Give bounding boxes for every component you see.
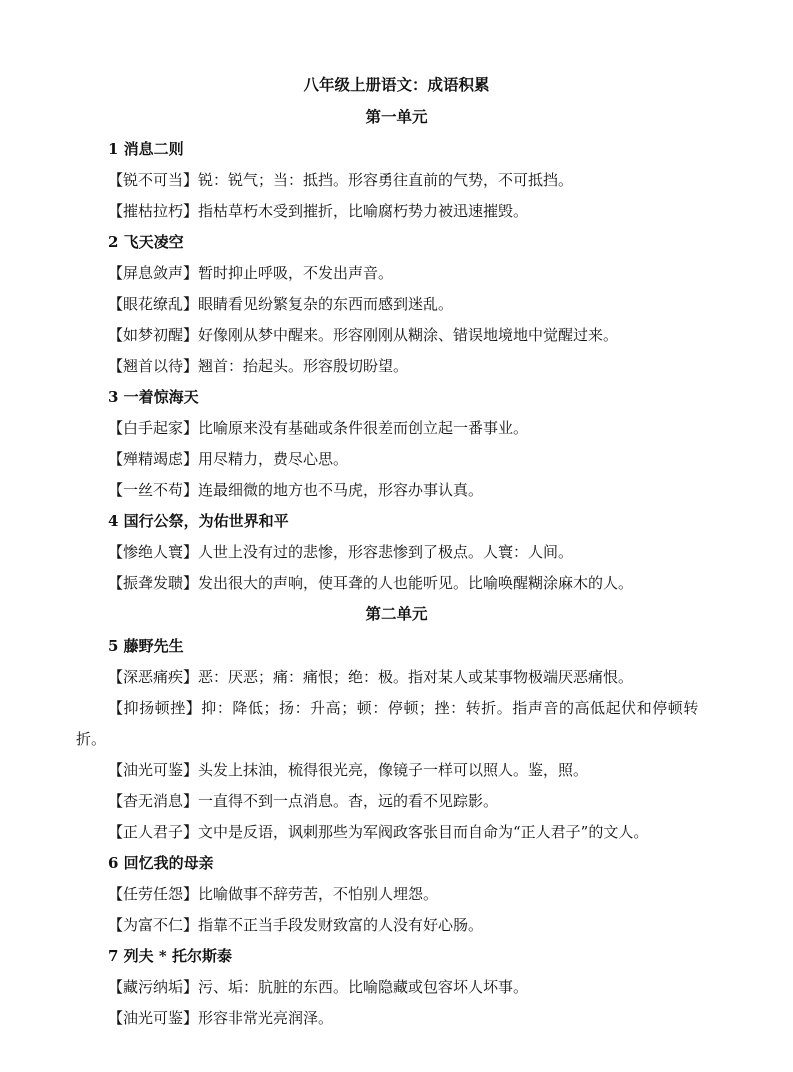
lesson-heading-6: 6 回忆我的母亲 [108, 854, 214, 872]
unit-heading-2: 第二单元 [365, 604, 428, 623]
idiom-entry: 【油光可鉴】头发上抹油，梳得很光亮，像镜子一样可以照人。鉴，照。 [108, 761, 589, 779]
idiom-entry: 【如梦初醒】好像刚从梦中醒来。形容刚刚从糊涂、错误地境地中觉醒过来。 [108, 326, 619, 344]
idiom-entry-continuation: 折。 [76, 730, 107, 748]
lesson-heading-3: 3 一着惊海天 [108, 388, 199, 406]
unit-heading-1: 第一单元 [365, 107, 428, 126]
idiom-entry: 【正人君子】文中是反语，讽刺那些为军阀政客张目而自命为“正人君子”的文人。 [108, 823, 649, 841]
idiom-entry: 【抑扬顿挫】抑：降低；扬：升高；顿：停顿；挫：转折。指声音的高低起伏和停顿转 [108, 699, 699, 717]
document-title: 八年级上册语文：成语积累 [303, 75, 490, 94]
lesson-heading-4: 4 国行公祭，为佑世界和平 [108, 512, 289, 530]
idiom-entry: 【殚精竭虑】用尽精力，费尽心思。 [108, 450, 349, 468]
idiom-entry: 【惨绝人寰】人世上没有过的悲惨，形容悲惨到了极点。人寰：人间。 [108, 543, 574, 561]
idiom-entry: 【油光可鉴】形容非常光亮润泽。 [108, 1009, 334, 1027]
lesson-heading-2: 2 飞天凌空 [108, 233, 184, 251]
idiom-entry: 【藏污纳垢】污、垢：肮脏的东西。比喻隐藏或包容坏人坏事。 [108, 978, 529, 996]
idiom-entry: 【白手起家】比喻原来没有基础或条件很差而创立起一番事业。 [108, 419, 529, 437]
idiom-entry: 【深恶痛疾】恶：厌恶；痛：痛恨；绝：极。指对某人或某事物极端厌恶痛恨。 [108, 668, 634, 686]
lesson-heading-1: 1 消息二则 [108, 140, 184, 158]
idiom-entry: 【杳无消息】一直得不到一点消息。杳，远的看不见踪影。 [108, 792, 499, 810]
idiom-entry: 【一丝不苟】连最细微的地方也不马虎，形容办事认真。 [108, 481, 484, 499]
idiom-entry: 【摧枯拉朽】指枯草朽木受到摧折，比喻腐朽势力被迅速摧毁。 [108, 202, 529, 220]
idiom-entry: 【为富不仁】指靠不正当手段发财致富的人没有好心肠。 [108, 916, 484, 934]
idiom-entry: 【翘首以待】翘首：抬起头。形容殷切盼望。 [108, 357, 409, 375]
lesson-heading-7: 7 列夫 * 托尔斯泰 [108, 947, 232, 965]
idiom-entry: 【振聋发聩】发出很大的声响，使耳聋的人也能听见。比喻唤醒糊涂麻木的人。 [108, 574, 634, 592]
idiom-entry: 【眼花缭乱】眼睛看见纷繁复杂的东西而感到迷乱。 [108, 295, 454, 313]
idiom-entry: 【锐不可当】锐：锐气；当：抵挡。形容勇往直前的气势，不可抵挡。 [108, 171, 574, 189]
idiom-entry: 【屏息敛声】暂时抑止呼吸，不发出声音。 [108, 264, 394, 282]
idiom-entry: 【任劳任怨】比喻做事不辞劳苦，不怕别人埋怨。 [108, 885, 439, 903]
lesson-heading-5: 5 藤野先生 [108, 637, 184, 655]
